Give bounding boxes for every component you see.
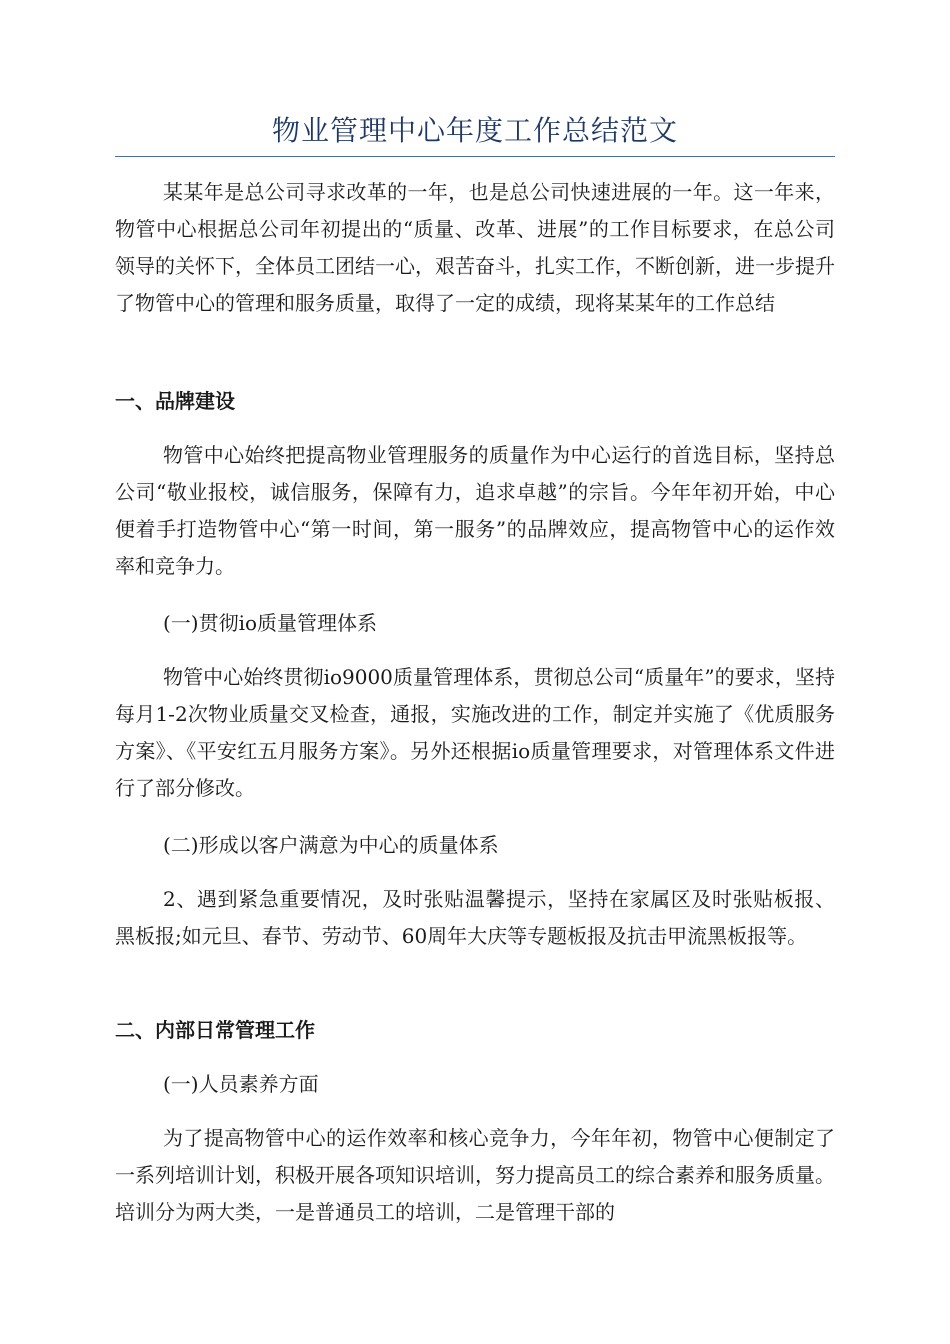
section-1-paragraph: 物管中心始终把提高物业管理服务的质量作为中心运行的首选目标，坚持总公司“敬业报校，诚信服务，保障有力，追求卓越”的宗旨。今年年初开始，中心便着手打造物管中心“第一时间，第一服务”的品牌效应，提高物管中心的运作效率和竞争力。 bbox=[115, 443, 835, 578]
title-block bbox=[115, 108, 835, 157]
document-title: 物业管理中心年度工作总结范文 bbox=[271, 114, 678, 147]
section-1-sub2-heading: (二)形成以客户满意为中心的质量体系 bbox=[163, 833, 499, 857]
section-1-sub1-paragraph: 物管中心始终贯彻io9000质量管理体系，贯彻总公司“质量年”的要求，坚持每月1-2次物业质量交叉检查，通报，实施改进的工作，制定并实施了《优质服务方案》、《平安红五月服务方案》。另外还根据io质量管理要求，对管理体系文件进行了部分修改。 bbox=[115, 665, 835, 800]
section-2-sub1-heading: (一)人员素养方面 bbox=[163, 1072, 319, 1096]
section-1-sub2-paragraph: 2、遇到紧急重要情况，及时张贴温馨提示，坚持在家属区及时张贴板报、黑板报;如元旦、春节、劳动节、60周年大庆等专题板报及抗击甲流黑板报等。 bbox=[115, 887, 835, 948]
section-2-sub1-paragraph: 为了提高物管中心的运作效率和核心竞争力，今年年初，物管中心便制定了一系列培训计划，积极开展各项知识培训，努力提高员工的综合素养和服务质量。培训分为两大类，一是普通员工的培训，二是管理干部的 bbox=[115, 1126, 835, 1224]
section-1-sub1-heading: (一)贯彻io质量管理体系 bbox=[163, 611, 378, 635]
intro-paragraph: 某某年是总公司寻求改革的一年，也是总公司快速进展的一年。这一年来，物管中心根据总公司年初提出的“质量、改革、进展”的工作目标要求，在总公司领导的关怀下，全体员工团结一心，艰苦奋斗，扎实工作，不断创新，进一步提升了物管中心的管理和服务质量，取得了一定的成绩，现将某某年的工作总结 bbox=[115, 180, 835, 315]
section-1-heading: 一、品牌建设 bbox=[115, 389, 235, 413]
section-2-heading: 二、内部日常管理工作 bbox=[115, 1018, 315, 1042]
